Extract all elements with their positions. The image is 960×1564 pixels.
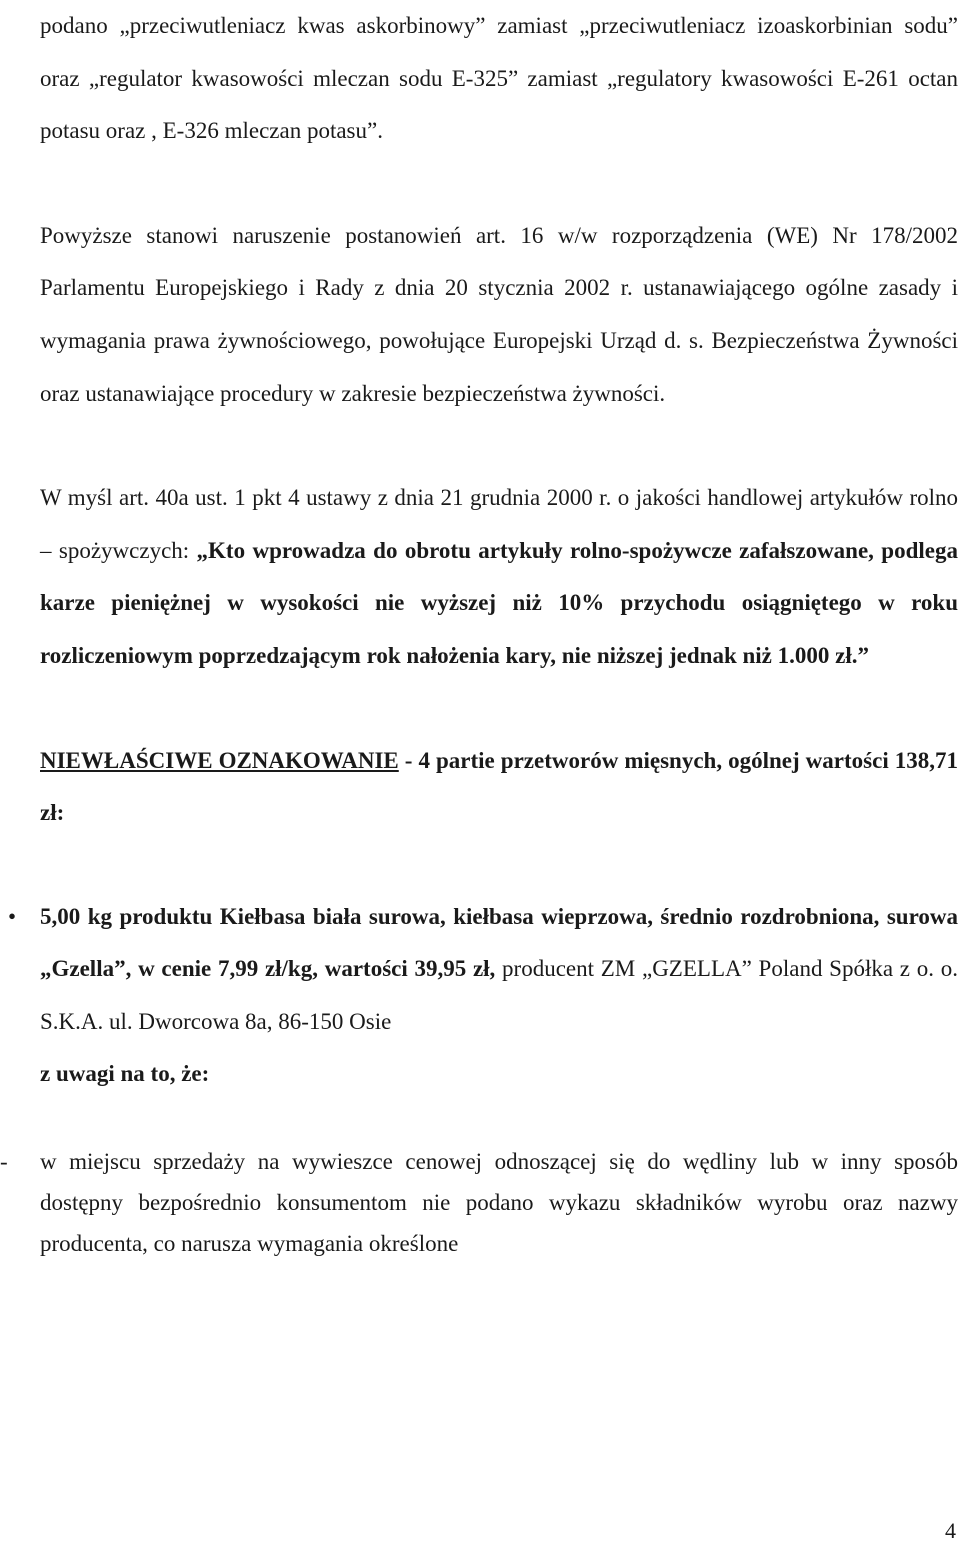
section-heading-improper-labeling (40, 735, 958, 839)
paragraph-regulation-violation: Powyższe stanowi naruszenie postanowień art. 16 w/w rozporządzenia (WE) Nr 178/2002 Parlamentu Europejskiego i Rady z dnia 20 stycznia 2002 r. ustanawiającego ogólne zasady i wymagania prawa żywnościowego, powołujące Europejski Urząd d. s. Bezpieczeństwa Żywności oraz ustanawiające procedury w zakresie bezpieczeństwa żywności. (40, 222, 958, 406)
penalty-provision-quote: „Kto wprowadza do obrotu artykuły rolno-spożywcze zafałszowane, podlega karze pieniężnej w wysokości nie wyższej niż 10% przychodu osiągniętego w roku rozliczeniowym poprzedzającym rok nałożenia kary, nie niższej jednak niż 1.000 zł.” (40, 537, 958, 668)
paragraph-ingredients: podano „przeciwutleniacz kwas askorbinowy” zamiast „przeciwutleniacz izoaskorbinian sodu” oraz „regulator kwasowości mleczan sodu E-325” zamiast „regulatory kwasowości E-261 octan potasu oraz , E-326 mleczan potasu”. (40, 13, 958, 144)
dash-marker: - (0, 1148, 8, 1174)
penalty-provision-intro: W myśl art. 40a ust. 1 pkt 4 ustawy z dnia 21 grudnia 2000 r. o jakości handlowej artykułów rolno – spożywczych: (40, 485, 958, 563)
product-producer: producent ZM „GZELLA” Poland Spółka z o. o. S.K.A. ul. Dworcowa 8a, 86-150 Osie (40, 956, 958, 1034)
dash-list-item (0, 1141, 958, 1264)
product-bullet-item (8, 891, 958, 1101)
bullet-icon: • (8, 903, 17, 929)
paragraph-penalty-provision (40, 472, 958, 682)
page-number: 4 (945, 1518, 956, 1543)
section-heading-rest: - 4 partie przetworów mięsnych, ogólnej wartości 138,71 zł: (40, 747, 958, 825)
product-description (40, 891, 958, 1049)
section-heading-title: NIEWŁAŚCIWE OZNAKOWANIE (40, 747, 399, 773)
dash-list-text: w miejscu sprzedaży na wywieszce cenowej odnoszącej się do wędliny lub w inny sposób dostępny bezpośrednio konsumentom nie podano wykazu składników wyrobu oraz nazwy producenta, co narusza wymagania określone (40, 1148, 958, 1256)
note-heading: z uwagi na to, że: (40, 1061, 210, 1087)
product-description-bold: 5,00 kg produktu Kiełbasa biała surowa, kiełbasa wieprzowa, średnio rozdrobniona, surowa „Gzella”, w cenie 7,99 zł/kg, wartości 39,95 zł, (40, 903, 958, 982)
